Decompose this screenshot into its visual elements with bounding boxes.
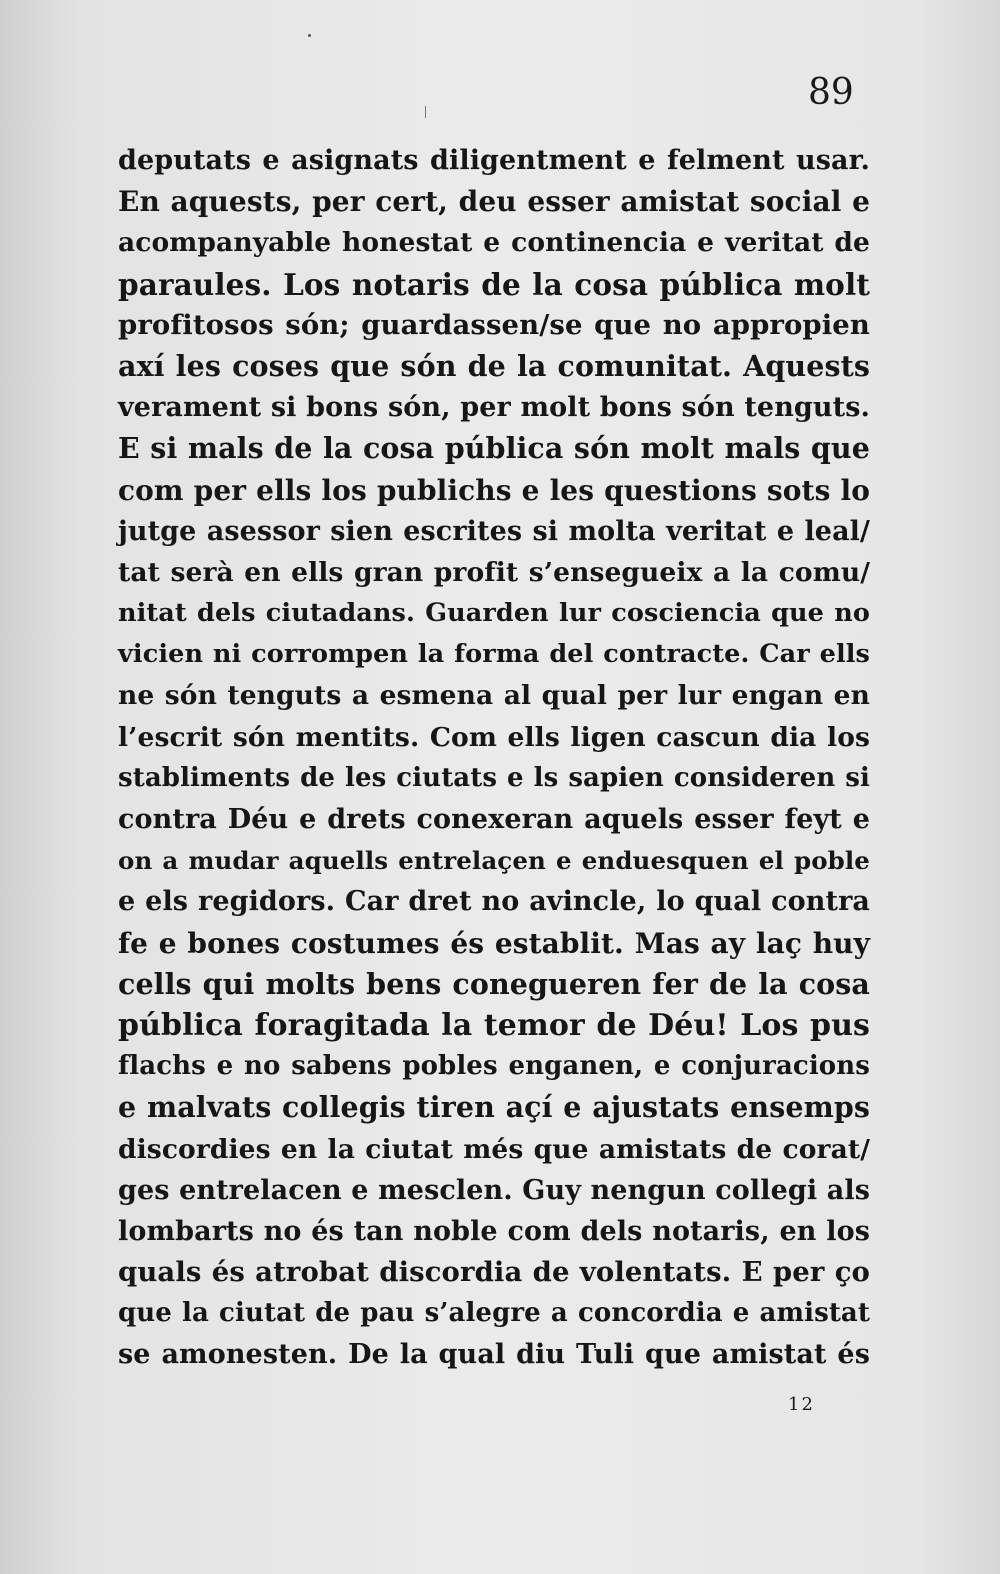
text-line: tat serà en ells gran profit s’enseguеix a la comu/ — [118, 556, 870, 588]
text-line: vicien ni corrompen la forma del contracte. Car ells — [118, 639, 870, 670]
signature-mark: 12 — [788, 1394, 815, 1415]
text-line: e els regidors. Car dret no avincle, lo qual contra — [118, 886, 870, 918]
text-line: lombarts no és tan noble com dels notaris, en los — [118, 1215, 870, 1247]
text-line: pública foragitada la temor de Déu! Los pus — [118, 1007, 870, 1043]
paper-mark — [425, 106, 426, 118]
text-line: E si mals de la cosa pública són molt mals que — [118, 431, 870, 466]
page-number: 89 — [808, 72, 854, 113]
text-line: paraules. Los notaris de la cosa pública molt — [118, 266, 870, 302]
text-line: stabliments de les ciutats e ls sapien consideren si — [118, 762, 870, 793]
text-line: que la ciutat de pau s’alegre a concordia e amistat — [118, 1298, 870, 1329]
text-line: cells qui molts bens conegueren fer de la cosa — [118, 966, 870, 1001]
text-line: e malvats collegis tiren açí e ajustats ensemps — [118, 1090, 870, 1125]
body-text — [118, 140, 870, 1376]
text-line: fe e bones costumes és establit. Mas ay laç huy — [118, 926, 870, 960]
text-line: jutge asessor sien escrites si molta veritat e leal/ — [118, 515, 870, 547]
paper-speck — [308, 34, 311, 37]
text-line: deputats e asignats diligentment e felment usar. — [118, 145, 870, 176]
text-line: l’escrit són mentits. Com ells ligen cascun dia los — [118, 721, 870, 753]
text-line: flachs e no sabens pobles enganen, e conjuracions — [118, 1051, 870, 1082]
text-line: axí les coses que són de la comunitat. Aquests — [118, 348, 870, 383]
text-line: contra Déu e drets conexeran aquels esser feyt e — [118, 804, 870, 835]
text-line: ne són tenguts a esmena al qual per lur engan en — [118, 680, 870, 712]
text-line: on a mudar aquells entrelaçen e enduesquen el poble — [118, 846, 870, 876]
text-line: En aquests, per cert, deu esser amistat social e — [118, 185, 870, 219]
text-line: acompanyable honestat e continencia e veritat de — [118, 227, 870, 259]
text-line: com per ells los publichs e les questions sots lo — [118, 473, 870, 507]
text-line: quals és atrobat discordia de volentats. E per ço — [118, 1256, 870, 1289]
text-line: discordies en la ciutat més que amistats de corat/ — [118, 1133, 870, 1165]
text-line: verament si bons són, per molt bons són tenguts. — [118, 392, 870, 424]
text-line: ges entrelacen e mesclen. Guy nengun collegi als — [118, 1174, 870, 1206]
text-line: nitat dels ciutadans. Guarden lur cosciencia que no — [118, 598, 870, 629]
text-line: se amonesten. De la qual diu Tuli que amistat és — [118, 1339, 870, 1371]
text-line: profitosos són; guardassen/se que no appropien — [118, 308, 870, 341]
